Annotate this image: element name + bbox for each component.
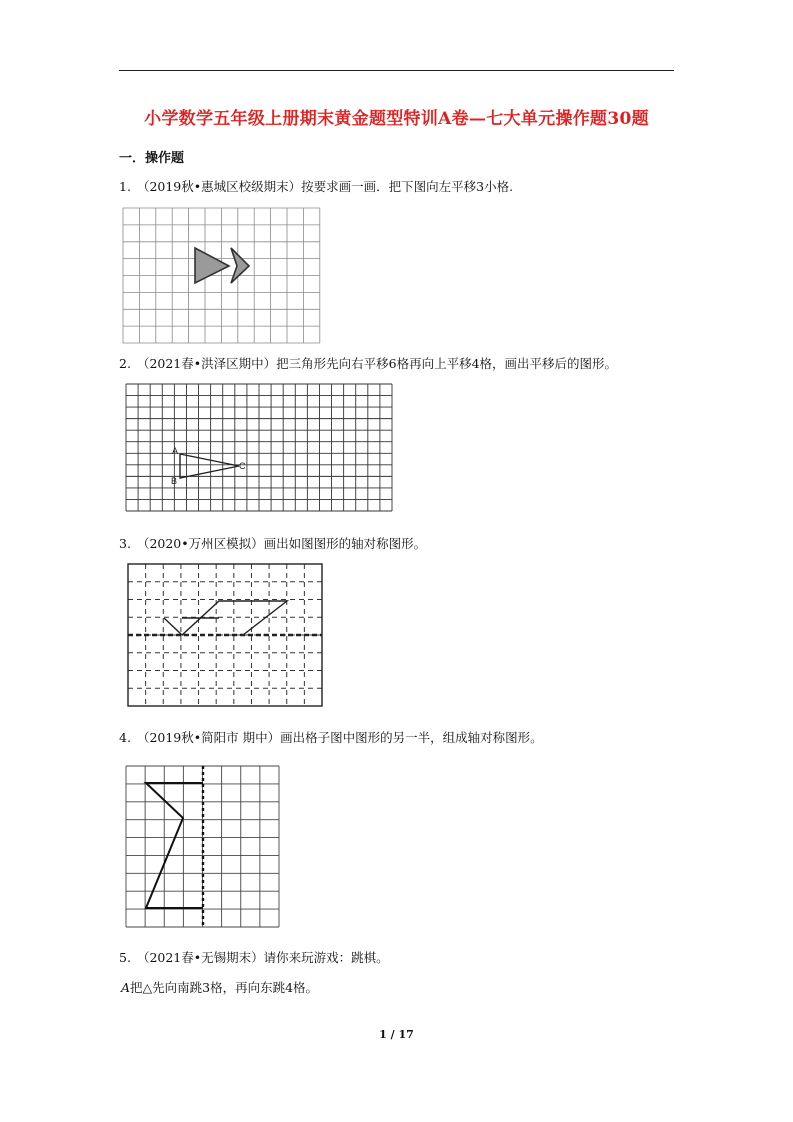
figure-2-grid	[126, 384, 392, 511]
question-text: （2021春•无锡期末）请你来玩游戏：跳棋。	[136, 950, 389, 965]
triangle-shape	[195, 248, 229, 283]
section-heading: 一．操作题	[119, 151, 185, 166]
label-c: C	[239, 461, 246, 471]
question-1	[119, 177, 519, 195]
question-number: 5.	[119, 950, 131, 965]
question-number: 4.	[119, 730, 131, 745]
question-number: 3.	[119, 536, 131, 551]
page-title: 小学数学五年级上册期末黄金题型特训A卷—七大单元操作题30题	[144, 109, 649, 129]
figure-4-grid	[126, 766, 279, 927]
question-2	[119, 354, 623, 372]
question-5	[119, 948, 395, 966]
figure-1-grid	[123, 208, 320, 343]
question-text: （2021春•洪泽区期中）把三角形先向右平移6格再向上平移4格，画出平移后的图形。	[136, 356, 618, 371]
figure-3-grid	[128, 564, 322, 706]
sub-text: 把△先向南跳3格，再向东跳4格。	[130, 980, 319, 995]
page-number: 1 / 17	[379, 1028, 414, 1041]
question-number: 2.	[119, 356, 131, 371]
question-3	[119, 534, 432, 552]
question-4	[119, 728, 549, 746]
triangle-small-shape	[231, 248, 249, 283]
question-text: （2019秋•惠城区校级期末）按要求画一画．把下图向左平移3小格.	[136, 179, 514, 194]
question-text: （2020•万州区模拟）画出如图图形的轴对称图形。	[136, 536, 427, 551]
question-text: （2019秋•简阳市 期中）画出格子图中图形的另一半，组成轴对称图形。	[136, 730, 543, 745]
question-number: 1.	[119, 179, 131, 194]
triangle-abc	[180, 454, 239, 478]
label-b: B	[171, 476, 178, 486]
header-rule	[119, 70, 674, 71]
label-a: A	[172, 446, 179, 456]
sub-prefix: A	[121, 980, 131, 995]
question-5-sub	[121, 978, 318, 996]
